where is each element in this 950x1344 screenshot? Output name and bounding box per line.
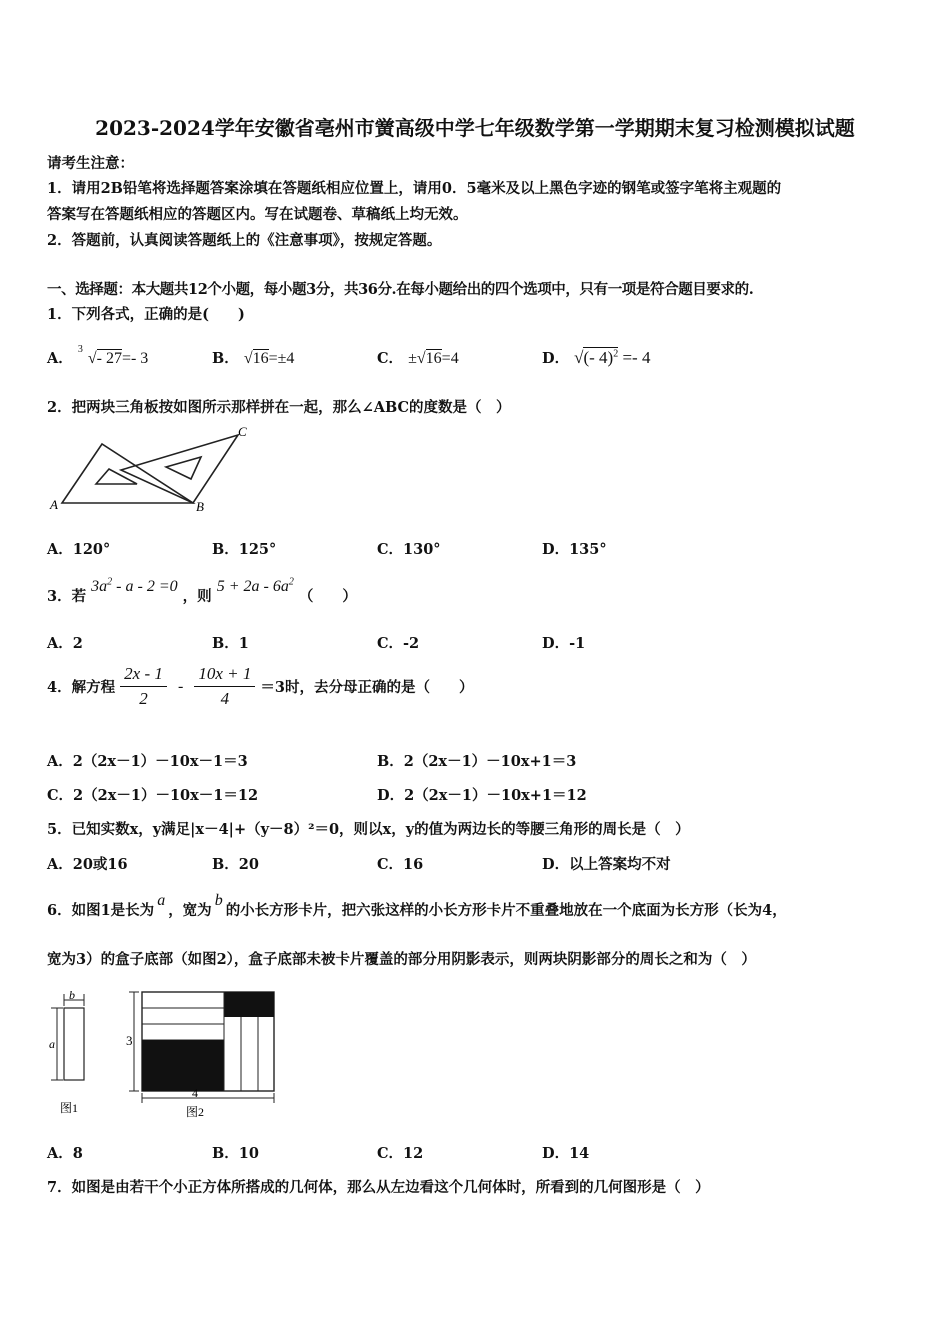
notice-item-1: 1．请用2B铅笔将选择题答案涂填在答题纸相应位置上，请用0．5毫米及以上黑色字迹的钢笔或签字笔将主观题的 <box>47 180 782 197</box>
q2-option-d: D．135° <box>542 541 607 558</box>
q3-option-c: C．-2 <box>377 635 420 652</box>
q4-option-a: A．2（2x－1）－10x－1＝3 <box>47 753 248 770</box>
fig1-caption: 图1 <box>60 1101 79 1115</box>
q1-option-a: A． 3 √- 27=- 3 <box>47 344 149 367</box>
point-b-label: B <box>196 499 204 514</box>
q1-option-b: B． √16=±4 <box>212 350 295 367</box>
notice-item-2: 2．答题前，认真阅读答题纸上的《注意事项》，按规定答题。 <box>47 232 442 249</box>
fig2-width-label: 4 <box>192 1086 198 1100</box>
q6-stem: 6．如图1是长为a，宽为b的小长方形卡片，把六张这样的小长方形卡片不重叠地放在一个底面为长方形（长为4， <box>47 892 787 919</box>
q5-option-c: C．16 <box>377 856 424 873</box>
q4-option-b: B．2（2x－1）－10x+1＝3 <box>377 753 577 770</box>
notice-item-1-cont: 答案写在答题纸相应的答题区内。写在试题卷、草稿纸上均无效。 <box>47 206 468 223</box>
small-rectangle-card <box>64 1008 84 1080</box>
q4-stem: 4．解方程 $\frac{2x - 1}{2}$ - $\frac{10x + 1}{4}$ ＝3时，去分母正确的是（ ） <box>47 664 474 708</box>
q4-fraction-2: $\frac{10x + 1}{4}$ <box>194 664 255 709</box>
q5-option-b: B．20 <box>212 856 259 873</box>
q2-option-c: C．130° <box>377 541 441 558</box>
fig1-a-label: a <box>49 1037 55 1051</box>
q4-option-d: D．2（2x－1）－10x+1＝12 <box>377 787 587 804</box>
q2-option-a: A．120° <box>47 541 111 558</box>
q6-option-a: A．8 <box>47 1145 83 1162</box>
q5-option-d: D．以上答案均不对 <box>542 856 671 873</box>
q6-figure-1 <box>44 988 104 1118</box>
section-heading: 一、选择题：本大题共12个小题，每小题3分，共36分.在每小题给出的四个选项中，只有一项是符合题目要求的. <box>47 281 754 298</box>
q2-option-b: B．125° <box>212 541 277 558</box>
q3-option-b: B．1 <box>212 635 249 652</box>
q1-option-d: D． √(- 4)$^2$ =- 4 <box>542 348 651 367</box>
q4-fraction-1: $\frac{2x - 1}{2}$ <box>120 664 167 709</box>
q6-option-c: C．12 <box>377 1145 424 1162</box>
triangle-plate-right <box>121 435 238 503</box>
triangle-plate-left-hole <box>96 469 137 484</box>
fig2-caption: 图2 <box>186 1105 205 1119</box>
q3-option-a: A．2 <box>47 635 83 652</box>
q1-option-c: C． ±√16=4 <box>377 350 459 367</box>
q3-option-d: D．-1 <box>542 635 586 652</box>
q2-triangle-figure <box>46 424 256 514</box>
shaded-region-1 <box>142 1040 224 1091</box>
q6-stem-cont: 宽为3）的盒子底部（如图2），盒子底部未被卡片覆盖的部分用阴影表示，则两块阴影部分的周长之和为（ ） <box>47 951 756 968</box>
q5-option-a: A．20或16 <box>47 856 128 873</box>
notice-heading: 请考生注意： <box>47 155 134 172</box>
point-a-label: A <box>50 497 58 512</box>
q6-option-d: D．14 <box>542 1145 590 1162</box>
fig1-b-label: b <box>69 988 75 1002</box>
q3-stem: 3．若 $3a^2 - a - 2 =0$ ，则 $5 + 2a - 6a^2$ （ ） <box>47 576 357 605</box>
q7-stem: 7．如图是由若干个小正方体所搭成的几何体，那么从左边看这个几何体时，所看到的几何图形是（ ） <box>47 1179 710 1196</box>
shaded-region-2 <box>224 992 274 1017</box>
q2-stem: 2．把两块三角板按如图所示那样拼在一起，那么∠ABC的度数是（ ） <box>47 399 511 416</box>
point-c-label: C <box>238 424 247 439</box>
page-title: 2023-2024学年安徽省亳州市黉高级中学七年级数学第一学期期末复习检测模拟试题 <box>95 116 855 140</box>
q4-option-c: C．2（2x－1）－10x－1＝12 <box>47 787 259 804</box>
q6-figure-2 <box>120 988 280 1123</box>
fig2-height-label: 3 <box>126 1033 133 1048</box>
triangle-plate-right-hole <box>166 457 201 479</box>
q6-option-b: B．10 <box>212 1145 259 1162</box>
q5-stem: 5．已知实数x，y满足|x－4|+（y－8）²＝0，则以x，y的值为两边长的等腰三角形的周长是（ ） <box>47 821 690 838</box>
q1-stem: 1．下列各式，正确的是( ) <box>47 306 245 323</box>
